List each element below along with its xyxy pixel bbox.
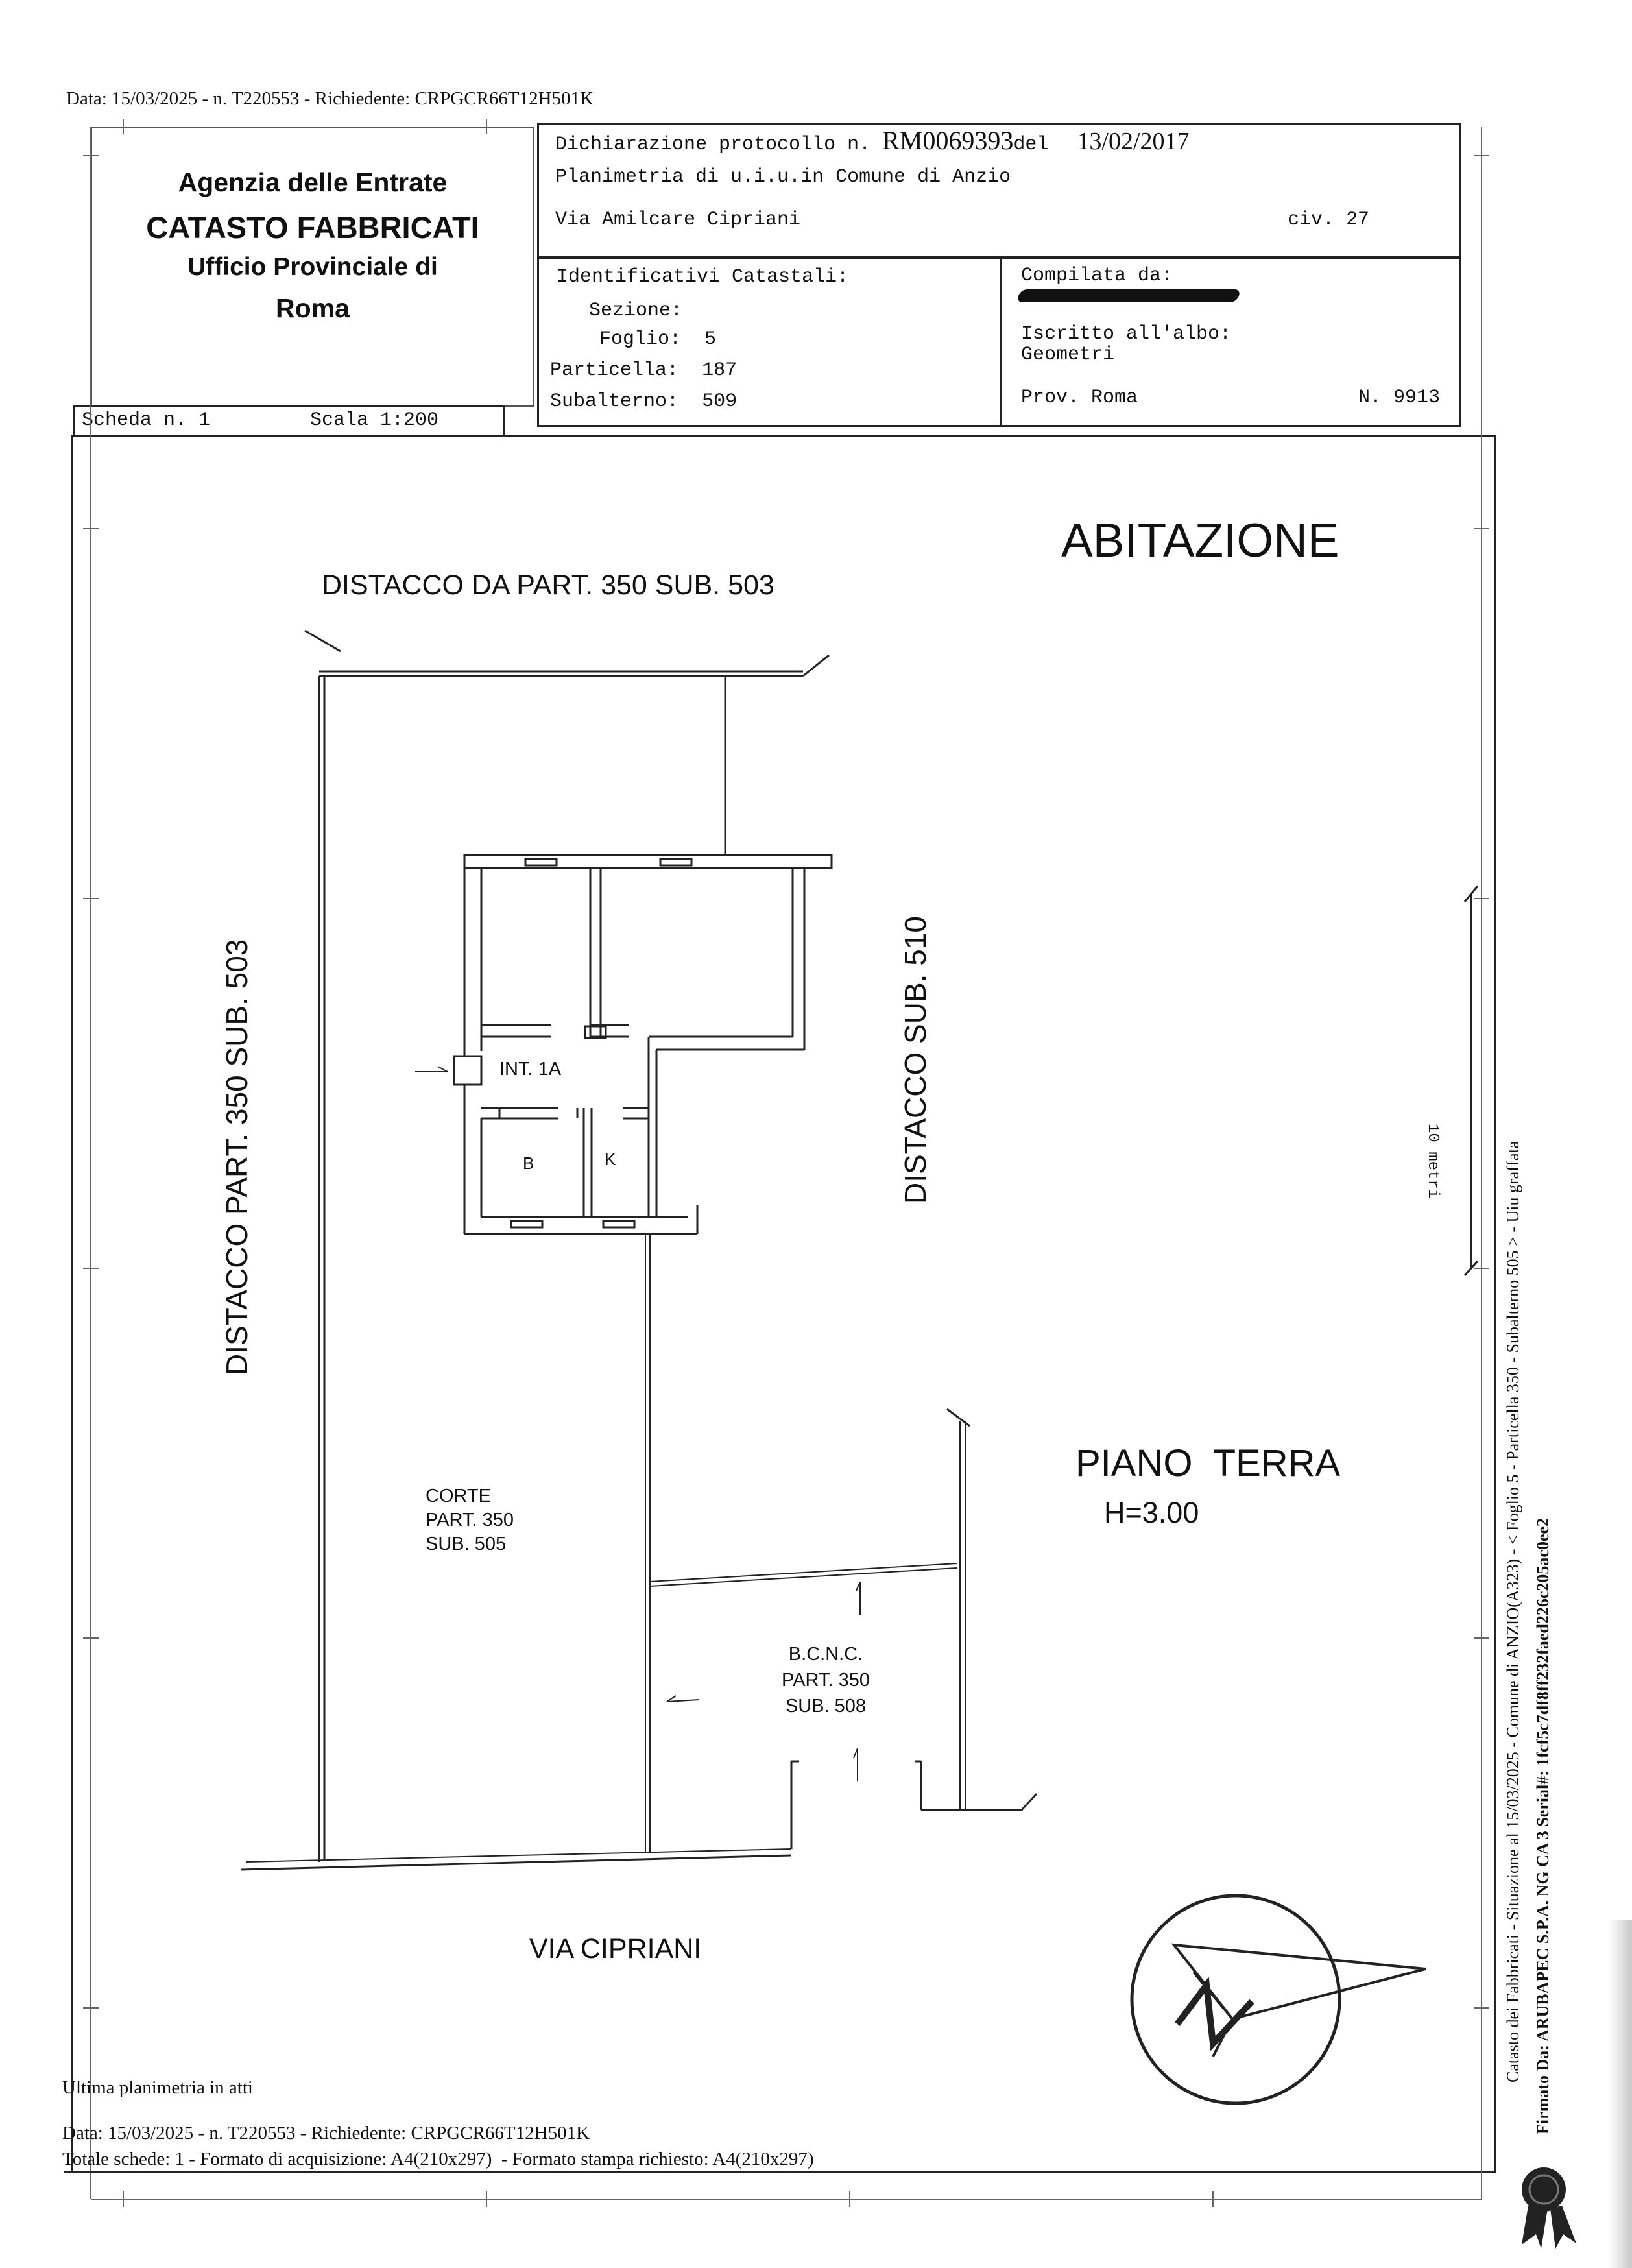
scala-label: Scala 1:200 <box>310 409 439 431</box>
lot-boundary <box>241 631 1037 1870</box>
top-meta-line: Data: 15/03/2025 - n. T220553 - Richiedente: CRPGCR66T12H501K <box>66 88 594 109</box>
albo-label: Iscritto all'albo: <box>1021 323 1232 345</box>
registration-ticks <box>83 119 1489 2207</box>
north-border-label: DISTACCO DA PART. 350 SUB. 503 <box>322 570 774 601</box>
footer-meta-line: Data: 15/03/2025 - n. T220553 - Richiedente: CRPGCR66T12H501K <box>62 2123 590 2143</box>
east-border-label: DISTACCO SUB. 510 <box>898 916 932 1204</box>
catasto-title: CATASTO FABBRICATI <box>146 210 479 245</box>
corte-label-line2: PART. 350 <box>426 1510 514 1530</box>
subalterno-label: Subalterno: <box>550 391 679 413</box>
particella-label: Particella: <box>550 359 679 381</box>
room-bathroom-label: B <box>523 1153 534 1173</box>
civic-value: 27 <box>1346 209 1370 231</box>
bcnc-label-line1: B.C.N.C. <box>788 1644 863 1665</box>
civic-label: civ. <box>1288 209 1335 231</box>
floor-label: PIANO TERRA <box>1075 1442 1341 1484</box>
protocol-date: 13/02/2017 <box>1077 128 1190 155</box>
corte-label-line3: SUB. 505 <box>426 1534 507 1554</box>
albo-value: Geometri <box>1021 344 1115 366</box>
bcnc-label-line2: PART. 350 <box>782 1670 870 1691</box>
corte-label <box>426 1484 514 1556</box>
footer-schede-line: Totale schede: 1 - Formato di acquisizione: A4(210x297) - Formato stampa richiesto: A4(210x297) <box>62 2149 814 2169</box>
height-label: H=3.00 <box>1104 1496 1199 1529</box>
protocol-label: Dichiarazione protocollo n. <box>555 134 871 156</box>
sezione-label: Sezione: <box>589 300 683 322</box>
footer-rule <box>64 2171 887 2173</box>
protocol-del-label: del <box>1013 134 1049 156</box>
bcnc-label-line3: SUB. 508 <box>785 1696 867 1717</box>
bcnc-label <box>771 1641 881 1719</box>
compiler-title: Compilata da: <box>1021 265 1173 287</box>
protocol-number: RM0069393 <box>882 126 1014 155</box>
office-city: Roma <box>276 293 350 323</box>
unit-label: INT. 1A <box>499 1059 562 1080</box>
last-plan-note: Ultima planimetria in atti <box>62 2077 253 2098</box>
agency-name: Agenzia delle Entrate <box>178 167 448 197</box>
west-border-label: DISTACCO PART. 350 SUB. 503 <box>220 939 254 1375</box>
scale-bar <box>1465 886 1478 1275</box>
subalterno-value: 509 <box>702 391 738 413</box>
side-stamp-line2: Firmato Da: ARUBAPEC S.P.A. NG CA 3 Serial#: 1fcf5c7df8ff232faed226c205ac0ee2 <box>1533 1517 1552 2134</box>
scale-bar-label: 10 metri <box>1424 1124 1441 1199</box>
south-border-label: VIA CIPRIANI <box>529 1933 702 1964</box>
identifiers-title: Identificativi Catastali: <box>557 266 849 288</box>
province-label: Prov. Roma <box>1021 387 1138 409</box>
room-kitchen-label: K <box>605 1150 616 1169</box>
corte-label-line1: CORTE <box>426 1486 491 1506</box>
registration-number: N. 9913 <box>1358 387 1441 409</box>
foglio-value: 5 <box>704 328 717 350</box>
scan-edge-shadow <box>1609 1920 1632 2268</box>
foglio-label: Foglio: <box>599 328 682 350</box>
side-stamp-line1: Catasto dei Fabbricati - Situazione al 15/03/2025 - Comune di ANZIO(A323) - < Foglio 5 - Particella 350 - Subalterno 505 > - Uiu graffata <box>1504 1140 1522 2082</box>
particella-value: 187 <box>702 359 738 381</box>
digital-signature-seal-icon <box>1505 2154 1589 2251</box>
unit-walls <box>454 855 832 1234</box>
office-label: Ufficio Provinciale di <box>187 253 438 281</box>
north-compass-icon <box>1132 1896 1426 2103</box>
scheda-label: Scheda n. 1 <box>82 409 211 431</box>
plan-title: ABITAZIONE <box>1061 514 1339 567</box>
planimetria-line: Planimetria di u.i.u.in Comune di Anzio <box>555 166 1011 188</box>
address-line: Via Amilcare Cipriani <box>555 209 801 231</box>
